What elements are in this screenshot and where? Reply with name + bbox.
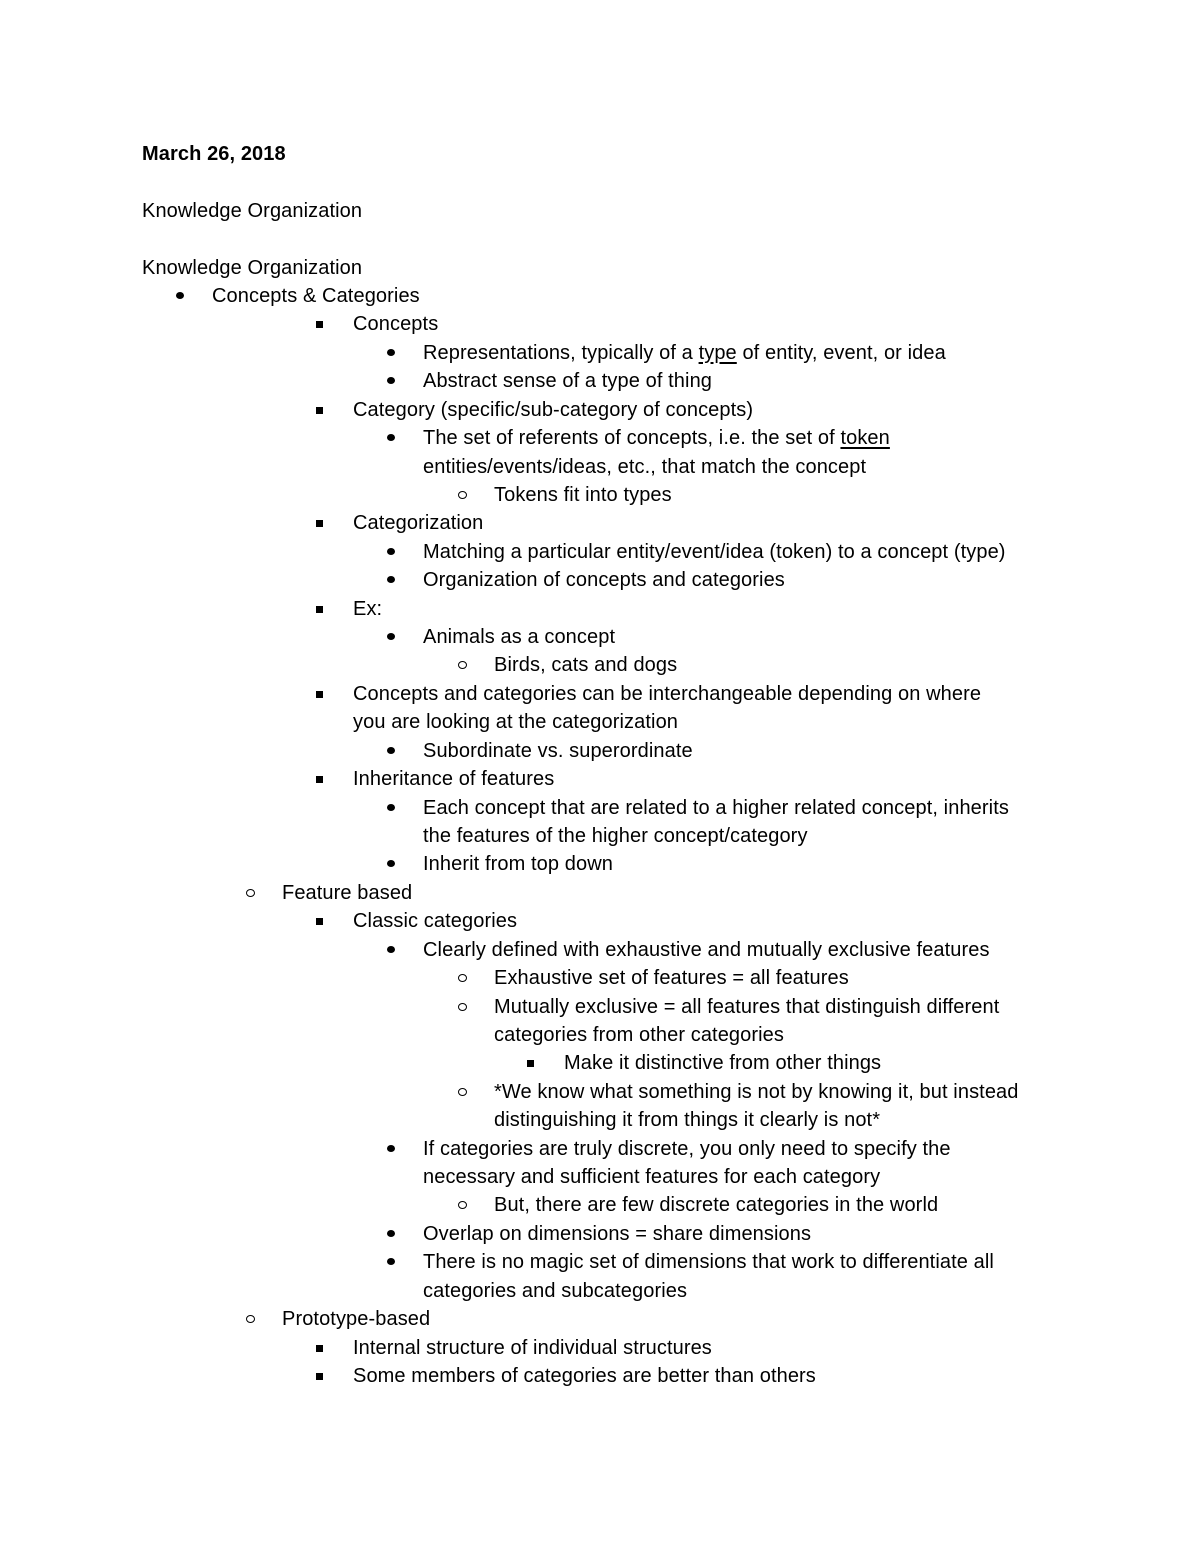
outline-item: necessary and sufficient features for each category — [423, 1166, 881, 1189]
outline-item: If categories are truly discrete, you only need to specify the — [423, 1137, 951, 1160]
outline-item: you are looking at the categorization — [353, 711, 679, 734]
outline-item: Feature based — [282, 881, 413, 904]
underlined-term: type — [698, 341, 737, 364]
circle-bullet-icon — [246, 889, 255, 897]
outline-item: Make it distinctive from other things — [564, 1052, 882, 1075]
outline-item: Concepts & Categories — [212, 285, 420, 307]
outline-item: Mutually exclusive = all features that distinguish different — [494, 995, 1000, 1018]
square-bullet-icon — [316, 776, 323, 783]
square-bullet-icon — [316, 918, 323, 925]
outline-item: Ex: — [353, 597, 383, 620]
outline-item: Clearly defined with exhaustive and mutually exclusive features — [423, 938, 990, 961]
disc-bullet-icon — [387, 576, 395, 583]
outline-item: Abstract sense of a type of thing — [423, 370, 713, 393]
disc-bullet-icon — [387, 804, 395, 811]
disc-bullet-icon — [387, 747, 395, 754]
square-bullet-icon — [316, 520, 323, 527]
disc-bullet-icon — [387, 349, 395, 356]
outline-item: Inheritance of features — [353, 768, 555, 791]
outline-item: But, there are few discrete categories in the world — [494, 1194, 939, 1217]
outline-item-text: Representations, typically of a — [423, 341, 699, 364]
disc-bullet-icon — [387, 946, 395, 953]
disc-bullet-icon — [387, 548, 395, 555]
square-bullet-icon — [316, 407, 323, 414]
circle-bullet-icon — [458, 1201, 467, 1209]
outline-item: There is no magic set of dimensions that work to differentiate all — [423, 1251, 994, 1274]
document-title: Knowledge Organization — [142, 200, 363, 222]
outline-item: *We know what something is not by knowing it, but instead — [494, 1080, 1019, 1103]
outline-item: Concepts — [353, 313, 439, 336]
outline-item: entities/events/ideas, etc., that match the concept — [423, 455, 867, 478]
outline-item: Internal structure of individual structures — [353, 1336, 712, 1359]
outline-item-text: of entity, event, or idea — [736, 341, 946, 364]
square-bullet-icon — [316, 1373, 323, 1380]
square-bullet-icon — [316, 691, 323, 698]
outline-item: distinguishing it from things it clearly is not* — [494, 1109, 881, 1132]
outline-item: Organization of concepts and categories — [423, 569, 785, 592]
circle-bullet-icon — [458, 974, 467, 982]
outline-item: categories from other categories — [494, 1023, 785, 1046]
square-bullet-icon — [316, 1345, 323, 1352]
circle-bullet-icon — [458, 661, 467, 669]
outline-item — [423, 339, 946, 367]
outline-item: Inherit from top down — [423, 853, 613, 876]
outline-item: categories and subcategories — [423, 1279, 688, 1302]
outline-item: Birds, cats and dogs — [494, 654, 678, 677]
document-date: March 26, 2018 — [142, 143, 286, 165]
disc-bullet-icon — [387, 1230, 395, 1237]
outline-item: Overlap on dimensions = share dimensions — [423, 1222, 812, 1245]
circle-bullet-icon — [458, 1088, 467, 1096]
circle-bullet-icon — [458, 1003, 467, 1011]
underlined-term: token — [840, 427, 890, 450]
outline-item: Animals as a concept — [423, 626, 616, 649]
circle-bullet-icon — [458, 491, 467, 499]
disc-bullet-icon — [387, 377, 395, 384]
disc-bullet-icon — [387, 1258, 395, 1265]
outline-item: Category (specific/sub-category of concepts) — [353, 398, 754, 421]
outline-item: Tokens fit into types — [494, 483, 672, 506]
outline-item: Matching a particular entity/event/idea (token) to a concept (type) — [423, 540, 1006, 563]
disc-bullet-icon — [387, 1145, 395, 1152]
disc-bullet-icon — [387, 633, 395, 640]
outline-item: Exhaustive set of features = all features — [494, 967, 849, 990]
disc-bullet-icon — [176, 292, 184, 299]
outline-item — [423, 424, 890, 452]
outline-item: Prototype-based — [282, 1308, 431, 1331]
outline-item: Subordinate vs. superordinate — [423, 739, 693, 762]
outline-item: the features of the higher concept/category — [423, 824, 808, 847]
outline-item: Each concept that are related to a higher related concept, inherits — [423, 796, 1009, 819]
disc-bullet-icon — [387, 434, 395, 441]
outline-item: Categorization — [353, 512, 484, 535]
square-bullet-icon — [316, 321, 323, 328]
outline-item: Concepts and categories can be interchangeable depending on where — [353, 682, 982, 705]
square-bullet-icon — [316, 606, 323, 613]
outline-item: Classic categories — [353, 910, 518, 933]
circle-bullet-icon — [246, 1315, 255, 1323]
outline-item-text: The set of referents of concepts, i.e. the set of — [423, 427, 841, 450]
outline-heading: Knowledge Organization — [142, 257, 363, 279]
disc-bullet-icon — [387, 860, 395, 867]
outline-item: Some members of categories are better than others — [353, 1364, 816, 1387]
square-bullet-icon — [527, 1060, 534, 1067]
